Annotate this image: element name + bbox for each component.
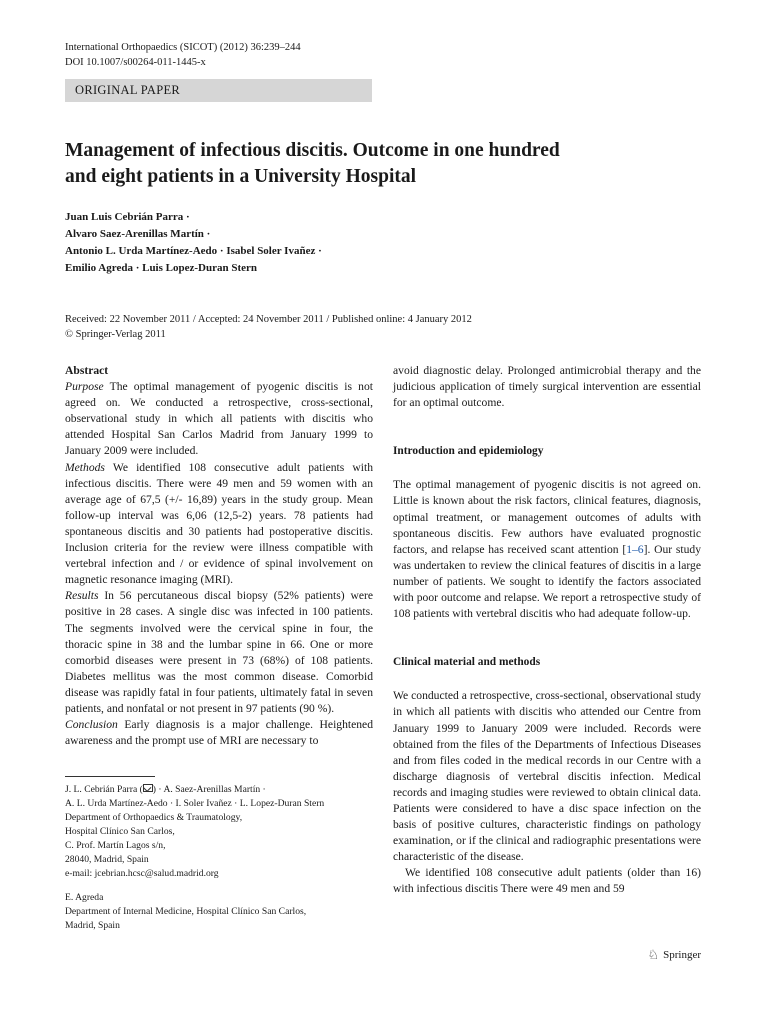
email-link[interactable]: e-mail: jcebrian.hcsc@salud.madrid.org [65, 868, 219, 879]
affiliation-line [65, 783, 375, 797]
abstract-continued: avoid diagnostic delay. Prolonged antimicrobial therapy and the judicious application of timely surgical intervention are essential for an optimal outcome. [393, 364, 701, 410]
left-column [65, 363, 373, 749]
abstract-results [65, 588, 373, 717]
author-line: Antonio L. Urda Martínez-Aedo · Isabel Soler Ivañez · [65, 245, 322, 257]
journal-doi[interactable]: DOI 10.1007/s00264-011-1445-x [65, 57, 206, 68]
footnote-divider [65, 776, 155, 777]
methods-text: We identified 108 consecutive adult patients with infectious discitis. There were 49 men and 59 women with an average age of 67,5 (+/- 16,89) years in the study group. Mean follow-up interval was 6,06 (12,5-2) years. 78 patients had spontaneous discitis and 30 patients had postoperative discitis. Inclusion criteria for the review were illness compatible with vertebral infection and / or evidence of spinal involvement on magnetic resonance imaging (MRI). [65, 460, 373, 587]
affiliation-line: Department of Orthopaedics & Traumatology, [65, 812, 243, 823]
affiliation-line: Department of Internal Medicine, Hospital Clínico San Carlos, [65, 906, 307, 917]
section-heading-methods: Clinical material and methods [393, 656, 541, 669]
article-type-banner: ORIGINAL PAPER [65, 79, 372, 102]
paragraph-text: The optimal management of pyogenic discitis is not agreed on. Little is known about the risk factors, clinical features, diagnosis, optimal treatment, or management outcomes of adults with spontaneous discitis. Few authors have evaluated prognostic factors, and relapse has received scant attention [ [393, 478, 701, 556]
abstract-conclusion [65, 717, 373, 749]
publisher-logo [647, 948, 701, 961]
copyright-notice: © Springer-Verlag 2011 [65, 329, 166, 340]
section-heading-introduction: Introduction and epidemiology [393, 445, 544, 458]
spacer [65, 881, 375, 891]
affiliation-line: Madrid, Spain [65, 920, 120, 931]
author-list [65, 209, 665, 277]
author-line: Juan Luis Cebrián Parra · [65, 211, 190, 223]
affiliation-text: J. L. Cebrián Parra ( [65, 784, 143, 795]
purpose-text: The optimal management of pyogenic discitis is not agreed on. We conducted a retrospective, cross-sectional, observational study in which all patients with discitis who attended Hospital San Carlos Madrid from January 1999 to January 2009 were included. [65, 380, 373, 458]
citation-link[interactable]: 1–6 [626, 542, 644, 556]
affiliation-text: ) · A. Saez-Arenillas Martín · [152, 784, 266, 795]
affiliation-line: 28040, Madrid, Spain [65, 854, 149, 865]
right-column [393, 363, 701, 898]
author-line: Alvaro Saez-Arenillas Martín · [65, 228, 211, 240]
author-line: Emilio Agreda · Luis Lopez-Duran Stern [65, 262, 258, 274]
conclusion-label: Conclusion [65, 718, 118, 732]
article-title-line: and eight patients in a University Hospital [65, 166, 417, 187]
article-title [65, 138, 705, 190]
springer-horse-icon: ♘ [647, 947, 660, 962]
affiliation-line: Hospital Clínico San Carlos, [65, 826, 175, 837]
conclusion-text: Early diagnosis is a major challenge. Heightened awareness and the prompt use of MRI are necessary to [65, 718, 373, 748]
journal-header [65, 40, 301, 70]
results-text: In 56 percutaneous discal biopsy (52% patients) were positive in 28 cases. A single disc was infected in 100 patients. The segments involved were the cervical spine in four, the thoracic spine in 38 and the lumbar spine in 66. One or more comorbid diseases were present in 73 (68%) of 108 patients. Diabetes mellitus was the most common disease. Comorbid disease was rapidly fatal in four patients, ultimately fatal in seven patients, and nonfatal or not present in 97 patients (90 %). [65, 589, 373, 715]
methods-paragraph: We conducted a retrospective, cross-sectional, observational study in which all patients with discitis who attended our Centre from January 1999 to January 2009 were included. Records were obtained from the files of the Departments of Infectious Diseases and from files coded in the medical records in our Centre with a discharge diagnosis of vertebral discitis infection. Medical records and imaging studies were reviewed to obtain clinical data. Patients were considered to have a disc space infection on the basis of positive cultures, characteristic findings on pathology examination, or if the clinical and radiographic presentations were characteristic of the disease. [393, 689, 701, 864]
purpose-label: Purpose [65, 380, 104, 394]
publisher-name: Springer [663, 948, 701, 961]
received-accepted-dates: Received: 22 November 2011 / Accepted: 24 November 2011 / Published online: 4 January 2012 [65, 314, 472, 325]
abstract-methods [65, 460, 373, 589]
methods-paragraph: We identified 108 consecutive adult patients (older than 16) with infectious discitis There were 49 men and 59 [393, 866, 701, 896]
affiliation-line: C. Prof. Martín Lagos s/n, [65, 840, 166, 851]
abstract-heading: Abstract [65, 364, 109, 377]
introduction-paragraph [393, 477, 701, 622]
methods-label: Methods [65, 460, 105, 474]
journal-citation: International Orthopaedics (SICOT) (2012) 36:239–244 [65, 42, 301, 53]
abstract-purpose [65, 379, 373, 459]
publication-dates [65, 312, 472, 342]
author-affiliations [65, 783, 375, 933]
article-title-line: Management of infectious discitis. Outcome in one hundred [65, 140, 560, 161]
envelope-icon[interactable] [143, 784, 153, 792]
affiliation-line: E. Agreda [65, 892, 104, 903]
results-label: Results [65, 589, 99, 603]
affiliation-line: A. L. Urda Martínez-Aedo · I. Soler Ivañez · L. Lopez-Duran Stern [65, 798, 325, 809]
paragraph-text: ]. Our study was undertaken to review the clinical features of discitis in a large number of patients. We sought to identify the factors associated with poor outcome and relapse. We report a retrospective study of 108 patients with vertebral discitis who had adequate follow-up. [393, 542, 701, 621]
